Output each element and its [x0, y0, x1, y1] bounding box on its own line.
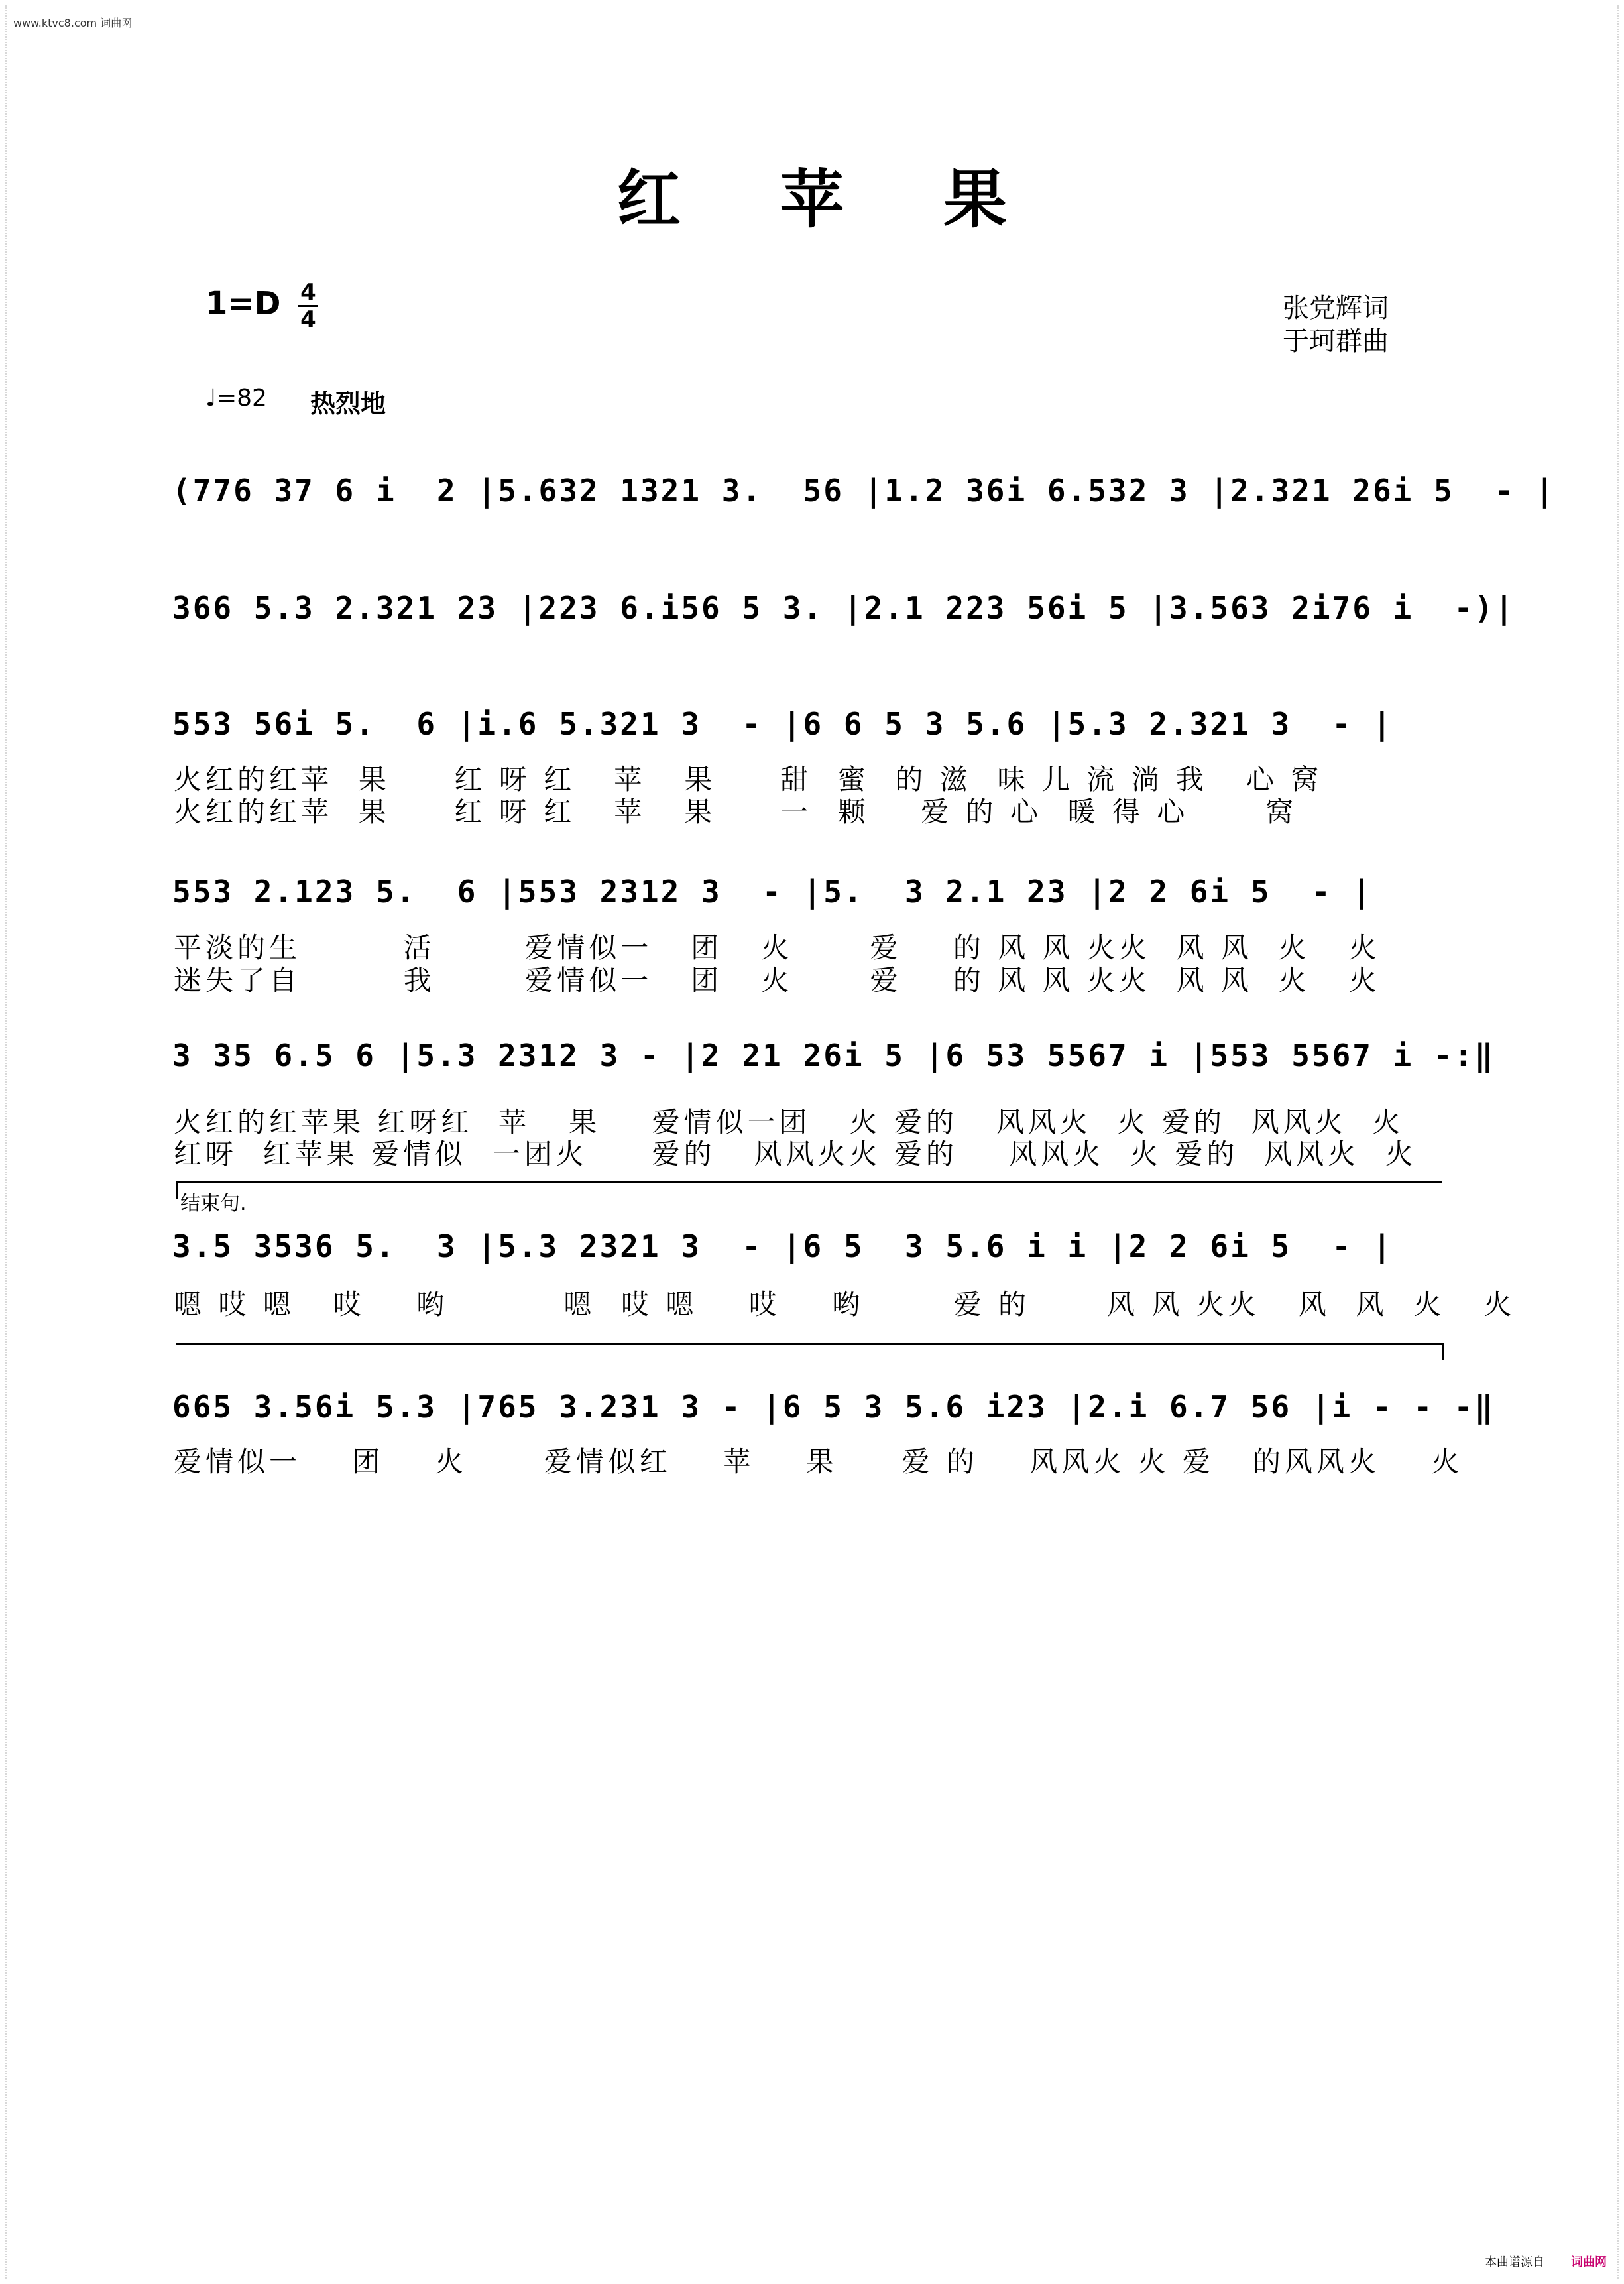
- notation-line-6: 3.5 3536 5. 3 |5.3 2321 3 - |6 5 3 5.6 i i |2 2 6i 5 - |: [172, 1229, 1393, 1264]
- time-signature: [298, 280, 318, 332]
- coda-bracket-top: [176, 1343, 1442, 1345]
- notation-line-7: 665 3.56i 5.3 |765 3.231 3 - |6 5 3 5.6 i23 |2.i 6.7 56 |i - - -‖: [172, 1389, 1495, 1425]
- lyricist: 张党辉词: [1283, 293, 1389, 324]
- site-header: www.ktvc8.com 词曲网: [13, 17, 133, 29]
- lyric-line-3-verse-1: 火红的红苹 果 红 呀 红 苹 果 甜 蜜 的 滋 味 儿 流 淌 我 心 窝: [174, 763, 1323, 796]
- coda-bracket-right-tick: [1442, 1343, 1444, 1360]
- footer-note: 本曲谱源自: [1485, 2255, 1544, 2269]
- lyric-line-7: 爱情似一 团 火 爱情似红 苹 果 爱 的 风风火 火 爱 的风风火 火: [174, 1445, 1464, 1478]
- notation-line-2: 366 5.3 2.321 23 |223 6.i56 5 3. |2.1 223 56i 5 |3.563 2i76 i -)|: [172, 590, 1515, 626]
- time-denominator: 4: [300, 306, 316, 333]
- footer: [1485, 2253, 1607, 2270]
- time-numerator: 4: [298, 280, 318, 307]
- notation-line-1: (776 37 6 i 2 |5.632 1321 3. 56 |1.2 36i 6.532 3 |2.321 26i 5 - |: [172, 473, 1556, 509]
- expression-marking: 热烈地: [310, 389, 386, 418]
- lyric-line-4-verse-1: 平淡的生 活 爱情似一 团 火 爱 的 风 风 火火 风 风 火 火: [174, 932, 1381, 964]
- key-signature: 1=D: [205, 285, 281, 322]
- ending-bracket-top: [176, 1181, 1442, 1183]
- credits: [1283, 292, 1389, 358]
- lyric-line-6: 嗯 哎 嗯 哎 哟 嗯 哎 嗯 哎 哟 爱 的 风 风 火火 风 风 火 火: [174, 1288, 1516, 1321]
- ending-bracket-left-tick: [176, 1181, 178, 1199]
- notation-line-3: 553 56i 5. 6 |i.6 5.321 3 - |6 6 5 3 5.6 |5.3 2.321 3 - |: [172, 706, 1393, 742]
- footer-brand[interactable]: 词曲网: [1571, 2255, 1607, 2269]
- tempo-marking: ♩=82: [205, 385, 267, 412]
- ending-label: 结束句.: [180, 1192, 247, 1215]
- lyric-line-3-verse-2: 火红的红苹 果 红 呀 红 苹 果 一 颗 爱 的 心 暖 得 心 窝: [174, 796, 1298, 828]
- lyric-line-5-verse-1: 火红的红苹果 红呀红 苹 果 爱情似一团 火 爱的 风风火 火 爱的 风风火 火: [174, 1106, 1405, 1138]
- lyric-line-5-verse-2: 红呀 红苹果 爱情似 一团火 爱的 风风火火 爱的 风风火 火 爱的 风风火 火: [174, 1138, 1417, 1170]
- song-title: 红苹果: [617, 162, 1106, 237]
- lyric-line-4-verse-2: 迷失了自 我 爱情似一 团 火 爱 的 风 风 火火 风 风 火 火: [174, 964, 1381, 996]
- notation-line-4: 553 2.123 5. 6 |553 2312 3 - |5. 3 2.1 23 |2 2 6i 5 - |: [172, 874, 1373, 910]
- notation-line-5: 3 35 6.5 6 |5.3 2312 3 - |2 21 26i 5 |6 53 5567 i |553 5567 i -:‖: [172, 1038, 1495, 1073]
- composer: 于珂群曲: [1283, 326, 1389, 357]
